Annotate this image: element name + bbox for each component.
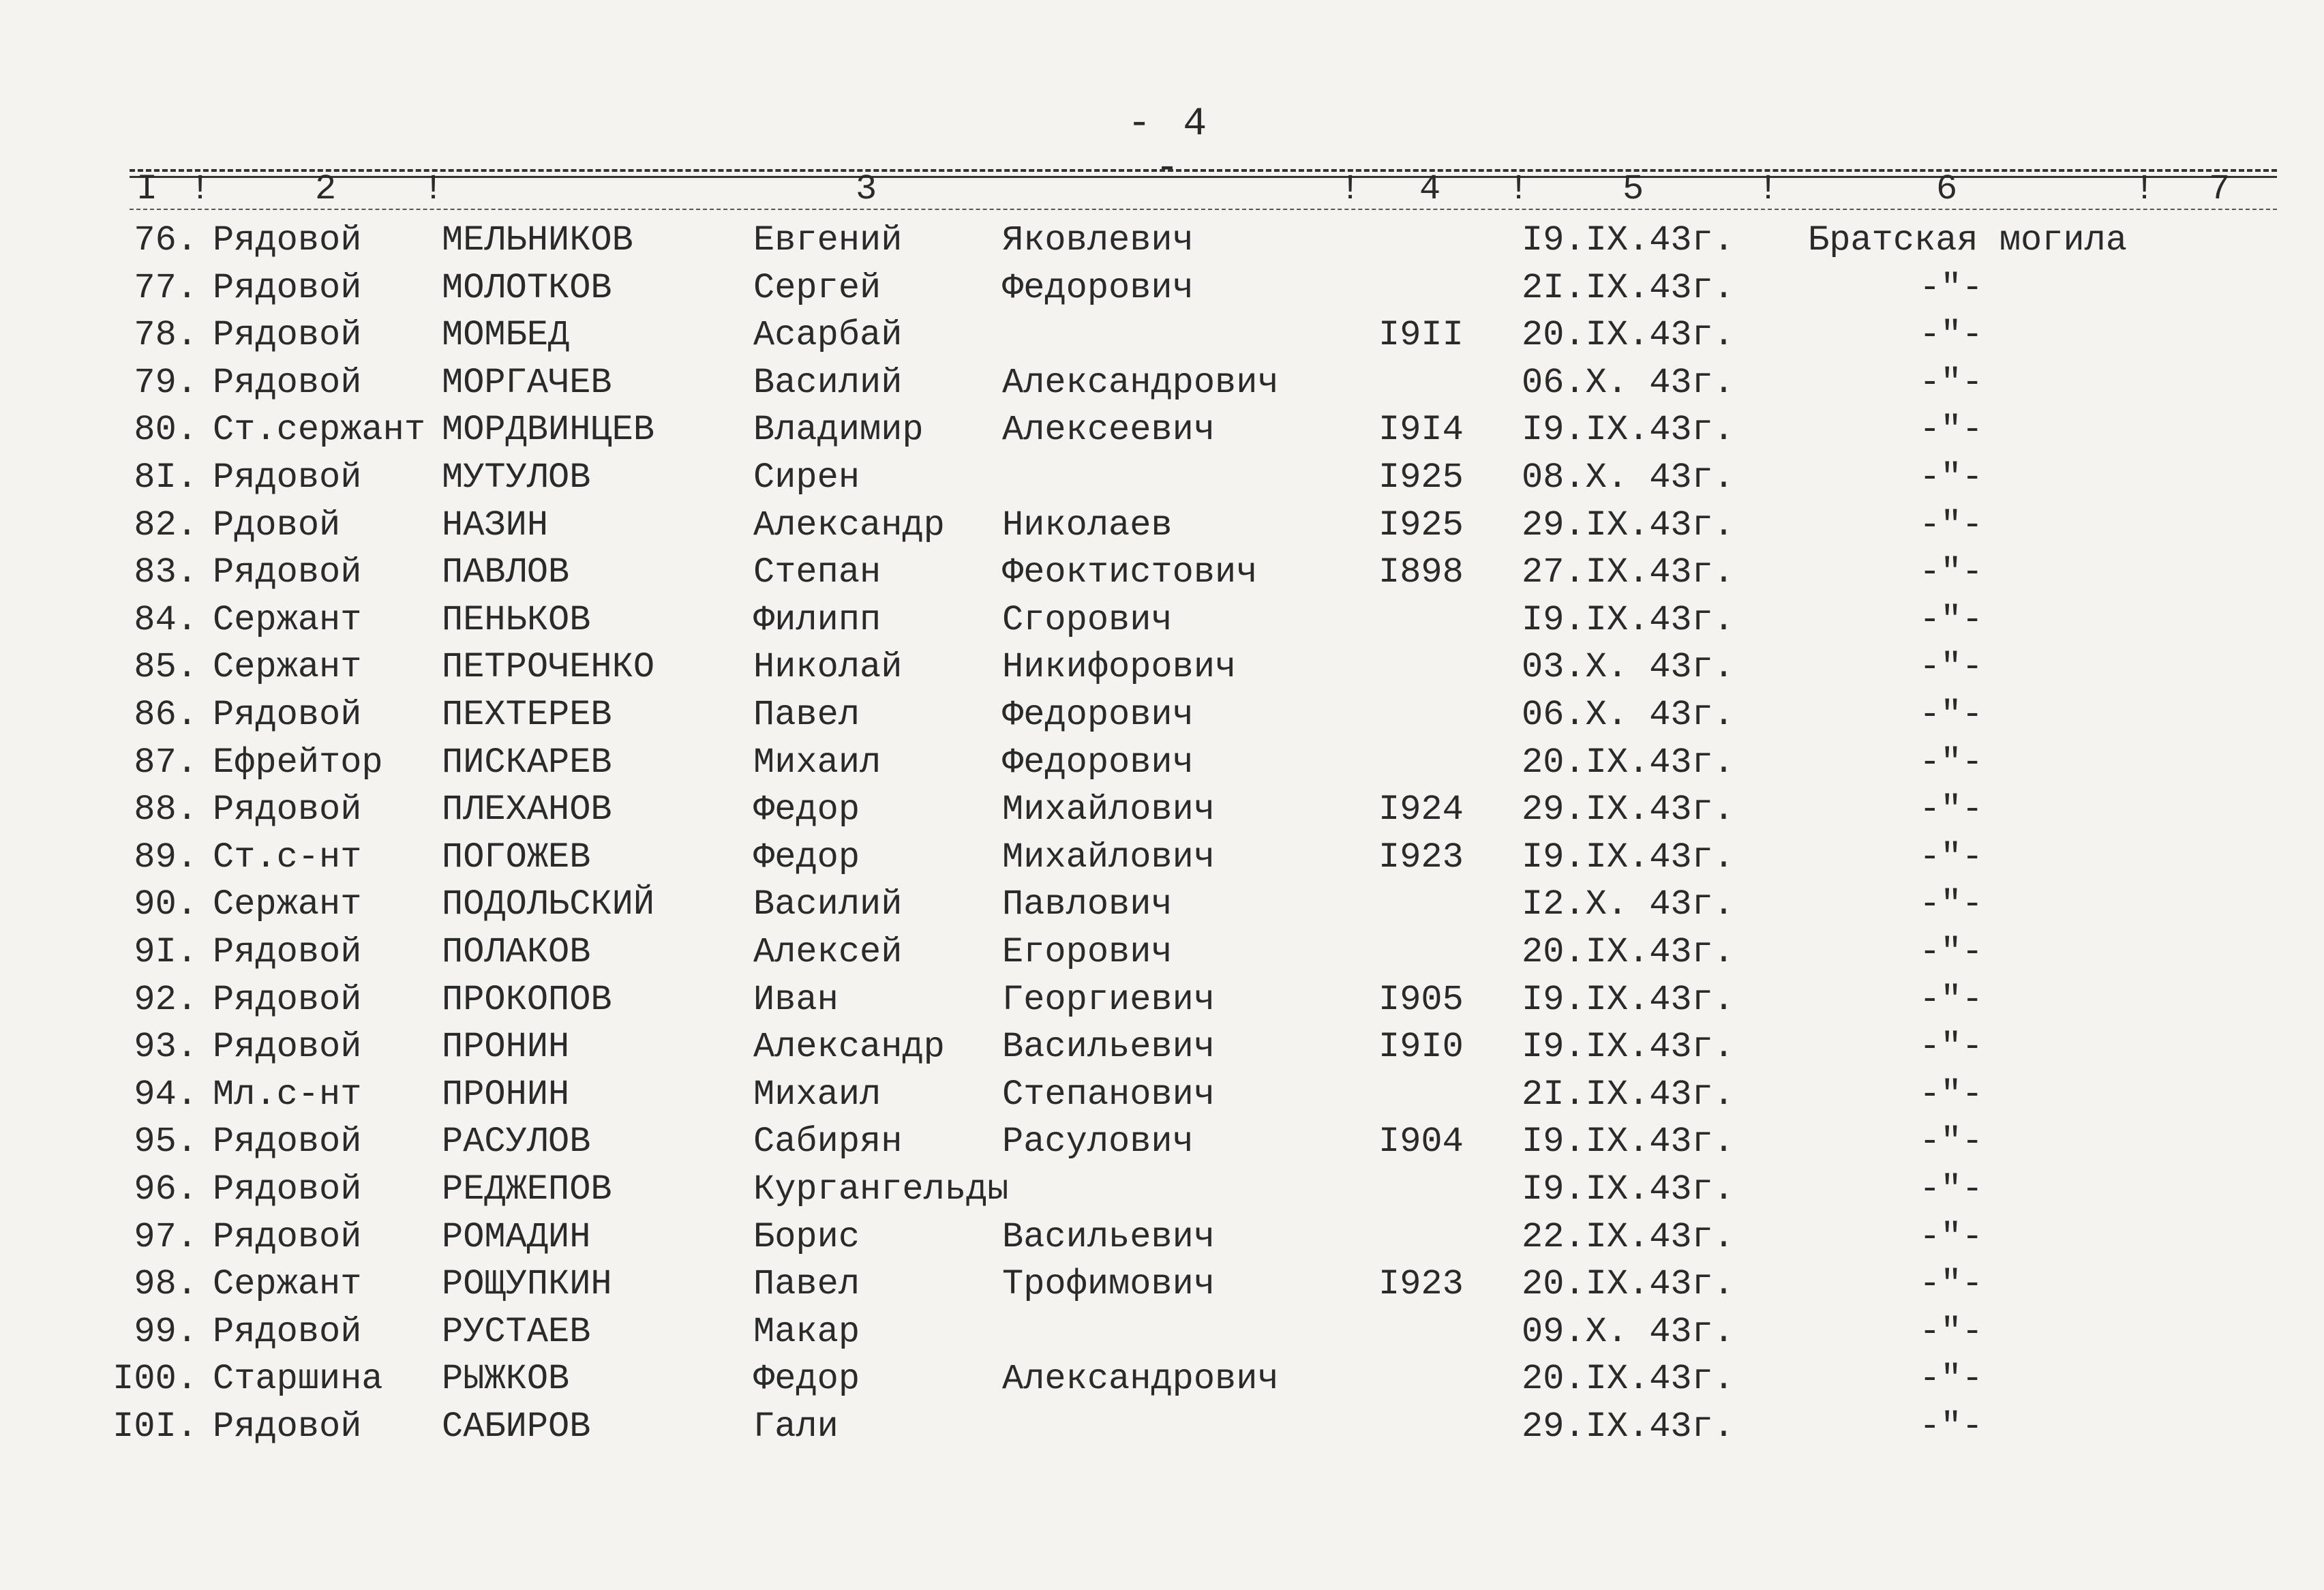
birth-year-cell: I925	[1378, 457, 1464, 498]
patronymic-cell: Федорович	[1002, 742, 1194, 783]
row-number: 80.	[134, 410, 198, 450]
table-row	[0, 834, 2324, 882]
death-date-cell: 20.IX.43г.	[1522, 315, 1735, 355]
first-name-cell: Борис	[753, 1217, 860, 1257]
birth-year-cell: I9I4	[1378, 410, 1464, 450]
table-row	[0, 549, 2324, 597]
burial-place-cell: -"-	[1919, 600, 1983, 640]
surname-cell: РЕДЖЕПОВ	[442, 1169, 612, 1210]
burial-place-cell: -"-	[1919, 457, 1983, 498]
patronymic-cell: Васильевич	[1002, 1217, 1216, 1257]
surname-cell: ПОЛАКОВ	[442, 932, 591, 972]
page-number: - 4 -	[1127, 102, 1211, 191]
death-date-cell: 06.X. 43г.	[1522, 695, 1735, 735]
first-name-cell: Макар	[753, 1312, 860, 1352]
birth-year-cell: I923	[1378, 837, 1464, 877]
rank-cell: Старшина	[213, 1359, 383, 1399]
table-row	[0, 1118, 2324, 1166]
rank-cell: Ст.с-нт	[213, 837, 362, 877]
column-separator: !	[423, 169, 444, 209]
column-header-2: 2	[315, 169, 337, 209]
death-date-cell: 08.X. 43г.	[1522, 457, 1735, 498]
burial-place-cell: -"-	[1919, 837, 1983, 877]
burial-place-cell: Братская могила	[1808, 220, 2128, 260]
burial-place-cell: -"-	[1919, 980, 1983, 1020]
rank-cell: Рядовой	[213, 315, 362, 355]
row-number: 93.	[134, 1027, 198, 1067]
rank-cell: Рядовой	[213, 1407, 362, 1447]
surname-cell: ПРОНИН	[442, 1027, 570, 1067]
first-name-cell: Василий	[753, 884, 903, 925]
rank-cell: Рдовой	[213, 505, 341, 545]
patronymic-cell: Алексеевич	[1002, 410, 1216, 450]
row-number: 92.	[134, 980, 198, 1020]
death-date-cell: 20.IX.43г.	[1522, 742, 1735, 783]
patronymic-cell: Сгорович	[1002, 600, 1173, 640]
first-name-cell: Сирен	[753, 457, 860, 498]
burial-place-cell: -"-	[1919, 742, 1983, 783]
rank-cell: Сержант	[213, 1264, 362, 1304]
burial-place-cell: -"-	[1919, 1264, 1983, 1304]
row-number: 89.	[134, 837, 198, 877]
burial-place-cell: -"-	[1919, 410, 1983, 450]
surname-cell: МЕЛЬНИКОВ	[442, 220, 633, 260]
surname-cell: МОРГАЧЕВ	[442, 363, 612, 403]
first-name-cell: Асарбай	[753, 315, 903, 355]
table-row	[0, 502, 2324, 550]
row-number: 99.	[134, 1312, 198, 1352]
first-name-cell: Федор	[753, 1359, 860, 1399]
table-row	[0, 312, 2324, 359]
table-row	[0, 406, 2324, 454]
death-date-cell: 29.IX.43г.	[1522, 505, 1735, 545]
death-date-cell: 20.IX.43г.	[1522, 932, 1735, 972]
first-name-cell: Алексей	[753, 932, 903, 972]
surname-cell: МУТУЛОВ	[442, 457, 591, 498]
table-row	[0, 1355, 2324, 1403]
death-date-cell: I9.IX.43г.	[1522, 1169, 1735, 1210]
first-name-cell: Степан	[753, 552, 881, 592]
surname-cell: ПЕТРОЧЕНКО	[442, 647, 655, 687]
death-date-cell: I2.X. 43г.	[1522, 884, 1735, 925]
surname-cell: ПЕХТЕРЕВ	[442, 695, 612, 735]
patronymic-cell: Расулович	[1002, 1122, 1194, 1162]
row-number: 84.	[134, 600, 198, 640]
column-header-1: I	[136, 169, 158, 209]
table-row	[0, 359, 2324, 407]
table-row	[0, 786, 2324, 834]
table-row	[0, 1071, 2324, 1119]
rank-cell: Рядовой	[213, 932, 362, 972]
column-header-3: 3	[856, 169, 877, 209]
row-number: 96.	[134, 1169, 198, 1210]
column-separator: !	[190, 169, 211, 209]
burial-place-cell: -"-	[1919, 1169, 1983, 1210]
table-row	[0, 1023, 2324, 1071]
column-separator: !	[1340, 169, 1361, 209]
death-date-cell: I9.IX.43г.	[1522, 600, 1735, 640]
rank-cell: Рядовой	[213, 457, 362, 498]
surname-cell: МОМБЕД	[442, 315, 570, 355]
table-row	[0, 217, 2324, 265]
first-name-cell: Николай	[753, 647, 903, 687]
surname-cell: ПОГОЖЕВ	[442, 837, 591, 877]
row-number: 82.	[134, 505, 198, 545]
patronymic-cell: Федорович	[1002, 695, 1194, 735]
rank-cell: Ефрейтор	[213, 742, 383, 783]
death-date-cell: 29.IX.43г.	[1522, 1407, 1735, 1447]
surname-cell: МОЛОТКОВ	[442, 268, 612, 308]
rank-cell: Рядовой	[213, 363, 362, 403]
death-date-cell: I9.IX.43г.	[1522, 980, 1735, 1020]
first-name-cell: Филипп	[753, 600, 881, 640]
patronymic-cell: Степанович	[1002, 1075, 1216, 1115]
column-header-6: 6	[1936, 169, 1958, 209]
rank-cell: Рядовой	[213, 1312, 362, 1352]
surname-cell: РАСУЛОВ	[442, 1122, 591, 1162]
table-row	[0, 881, 2324, 929]
birth-year-cell: I923	[1378, 1264, 1464, 1304]
surname-cell: РОЩУПКИН	[442, 1264, 612, 1304]
table-row	[0, 1403, 2324, 1451]
rank-cell: Сержант	[213, 600, 362, 640]
surname-cell: РУСТАЕВ	[442, 1312, 591, 1352]
row-number: 95.	[134, 1122, 198, 1162]
row-number: 9I.	[134, 932, 198, 972]
table-row	[0, 976, 2324, 1024]
death-date-cell: I9.IX.43г.	[1522, 837, 1735, 877]
birth-year-cell: I898	[1378, 552, 1464, 592]
row-number: 94.	[134, 1075, 198, 1115]
first-name-cell: Евгений	[753, 220, 903, 260]
first-name-cell: Павел	[753, 695, 860, 735]
patronymic-cell: Павлович	[1002, 884, 1173, 925]
column-separator: !	[2134, 169, 2156, 209]
table-row	[0, 1166, 2324, 1214]
first-name-cell: Кургангельды	[753, 1169, 1009, 1210]
death-date-cell: 2I.IX.43г.	[1522, 268, 1735, 308]
rank-cell: Рядовой	[213, 790, 362, 830]
rank-cell: Мл.с-нт	[213, 1075, 362, 1115]
surname-cell: ПАВЛОВ	[442, 552, 570, 592]
birth-year-cell: I9I0	[1378, 1027, 1464, 1067]
death-date-cell: 06.X. 43г.	[1522, 363, 1735, 403]
patronymic-cell: Александрович	[1002, 1359, 1279, 1399]
first-name-cell: Михаил	[753, 742, 881, 783]
death-date-cell: 03.X. 43г.	[1522, 647, 1735, 687]
death-date-cell: I9.IX.43г.	[1522, 1027, 1735, 1067]
burial-place-cell: -"-	[1919, 1027, 1983, 1067]
death-date-cell: 29.IX.43г.	[1522, 790, 1735, 830]
burial-place-cell: -"-	[1919, 1217, 1983, 1257]
burial-place-cell: -"-	[1919, 647, 1983, 687]
patronymic-cell: Михайлович	[1002, 790, 1216, 830]
table-row	[0, 454, 2324, 502]
death-date-cell: 09.X. 43г.	[1522, 1312, 1735, 1352]
row-number: 97.	[134, 1217, 198, 1257]
first-name-cell: Василий	[753, 363, 903, 403]
patronymic-cell: Егорович	[1002, 932, 1173, 972]
death-date-cell: I9.IX.43г.	[1522, 1122, 1735, 1162]
row-number: I0I.	[112, 1407, 198, 1447]
patronymic-cell: Васильевич	[1002, 1027, 1216, 1067]
row-number: 79.	[134, 363, 198, 403]
surname-cell: МОРДВИНЦЕВ	[442, 410, 655, 450]
burial-place-cell: -"-	[1919, 1312, 1983, 1352]
first-name-cell: Сабирян	[753, 1122, 903, 1162]
rank-cell: Рядовой	[213, 1217, 362, 1257]
first-name-cell: Александр	[753, 505, 945, 545]
birth-year-cell: I905	[1378, 980, 1464, 1020]
column-separator: !	[1508, 169, 1530, 209]
surname-cell: НАЗИН	[442, 505, 549, 545]
rank-cell: Ст.сержант	[213, 410, 426, 450]
death-date-cell: 2I.IX.43г.	[1522, 1075, 1735, 1115]
surname-cell: ПЕНЬКОВ	[442, 600, 591, 640]
burial-place-cell: -"-	[1919, 695, 1983, 735]
birth-year-cell: I9II	[1378, 315, 1464, 355]
burial-place-cell: -"-	[1919, 1407, 1983, 1447]
column-header-7: 7	[2209, 169, 2231, 209]
surname-cell: ПЛЕХАНОВ	[442, 790, 612, 830]
rank-cell: Рядовой	[213, 695, 362, 735]
first-name-cell: Иван	[753, 980, 839, 1020]
burial-place-cell: -"-	[1919, 505, 1983, 545]
row-number: 78.	[134, 315, 198, 355]
column-separator: !	[1757, 169, 1779, 209]
table-row	[0, 265, 2324, 312]
burial-place-cell: -"-	[1919, 1075, 1983, 1115]
row-number: 87.	[134, 742, 198, 783]
burial-place-cell: -"-	[1919, 1122, 1983, 1162]
row-number: 90.	[134, 884, 198, 925]
row-number: 83.	[134, 552, 198, 592]
table-row	[0, 1214, 2324, 1261]
row-number: 85.	[134, 647, 198, 687]
patronymic-cell: Никифорович	[1002, 647, 1237, 687]
patronymic-cell: Федорович	[1002, 268, 1194, 308]
first-name-cell: Павел	[753, 1264, 860, 1304]
surname-cell: РОМАДИН	[442, 1217, 591, 1257]
patronymic-cell: Феоктистович	[1002, 552, 1258, 592]
first-name-cell: Владимир	[753, 410, 924, 450]
first-name-cell: Александр	[753, 1027, 945, 1067]
patronymic-cell: Георгиевич	[1002, 980, 1216, 1020]
patronymic-cell: Трофимович	[1002, 1264, 1216, 1304]
surname-cell: ПРОНИН	[442, 1075, 570, 1115]
rank-cell: Сержант	[213, 647, 362, 687]
row-number: I00.	[112, 1359, 198, 1399]
death-date-cell: I9.IX.43г.	[1522, 220, 1735, 260]
surname-cell: ПИСКАРЕВ	[442, 742, 612, 783]
rank-cell: Рядовой	[213, 1122, 362, 1162]
row-number: 8I.	[134, 457, 198, 498]
burial-place-cell: -"-	[1919, 552, 1983, 592]
death-date-cell: 27.IX.43г.	[1522, 552, 1735, 592]
table-row	[0, 739, 2324, 787]
column-header-5: 5	[1623, 169, 1644, 209]
patronymic-cell: Николаев	[1002, 505, 1173, 545]
row-number: 88.	[134, 790, 198, 830]
row-number: 98.	[134, 1264, 198, 1304]
birth-year-cell: I925	[1378, 505, 1464, 545]
rank-cell: Рядовой	[213, 552, 362, 592]
table-row	[0, 597, 2324, 644]
burial-place-cell: -"-	[1919, 884, 1983, 925]
row-number: 77.	[134, 268, 198, 308]
first-name-cell: Федор	[753, 790, 860, 830]
burial-place-cell: -"-	[1919, 363, 1983, 403]
table-row	[0, 1308, 2324, 1356]
table-row	[0, 644, 2324, 691]
patronymic-cell: Александрович	[1002, 363, 1279, 403]
birth-year-cell: I904	[1378, 1122, 1464, 1162]
rank-cell: Рядовой	[213, 1027, 362, 1067]
surname-cell: ПОДОЛЬСКИЙ	[442, 884, 655, 925]
first-name-cell: Сергей	[753, 268, 881, 308]
row-number: 86.	[134, 695, 198, 735]
table-row	[0, 1261, 2324, 1308]
burial-place-cell: -"-	[1919, 932, 1983, 972]
table-row	[0, 929, 2324, 976]
surname-cell: ПРОКОПОВ	[442, 980, 612, 1020]
rank-cell: Рядовой	[213, 220, 362, 260]
first-name-cell: Михаил	[753, 1075, 881, 1115]
burial-place-cell: -"-	[1919, 790, 1983, 830]
surname-cell: САБИРОВ	[442, 1407, 591, 1447]
row-number: 76.	[134, 220, 198, 260]
patronymic-cell: Яковлевич	[1002, 220, 1194, 260]
first-name-cell: Гали	[753, 1407, 839, 1447]
burial-place-cell: -"-	[1919, 315, 1983, 355]
burial-place-cell: -"-	[1919, 1359, 1983, 1399]
death-date-cell: 20.IX.43г.	[1522, 1359, 1735, 1399]
surname-cell: РЫЖКОВ	[442, 1359, 570, 1399]
rank-cell: Рядовой	[213, 980, 362, 1020]
rank-cell: Рядовой	[213, 1169, 362, 1210]
table-row	[0, 691, 2324, 739]
rank-cell: Сержант	[213, 884, 362, 925]
birth-year-cell: I924	[1378, 790, 1464, 830]
death-date-cell: I9.IX.43г.	[1522, 410, 1735, 450]
death-date-cell: 22.IX.43г.	[1522, 1217, 1735, 1257]
burial-place-cell: -"-	[1919, 268, 1983, 308]
death-date-cell: 20.IX.43г.	[1522, 1264, 1735, 1304]
patronymic-cell: Михайлович	[1002, 837, 1216, 877]
rank-cell: Рядовой	[213, 268, 362, 308]
column-header-4: 4	[1419, 169, 1441, 209]
first-name-cell: Федор	[753, 837, 860, 877]
